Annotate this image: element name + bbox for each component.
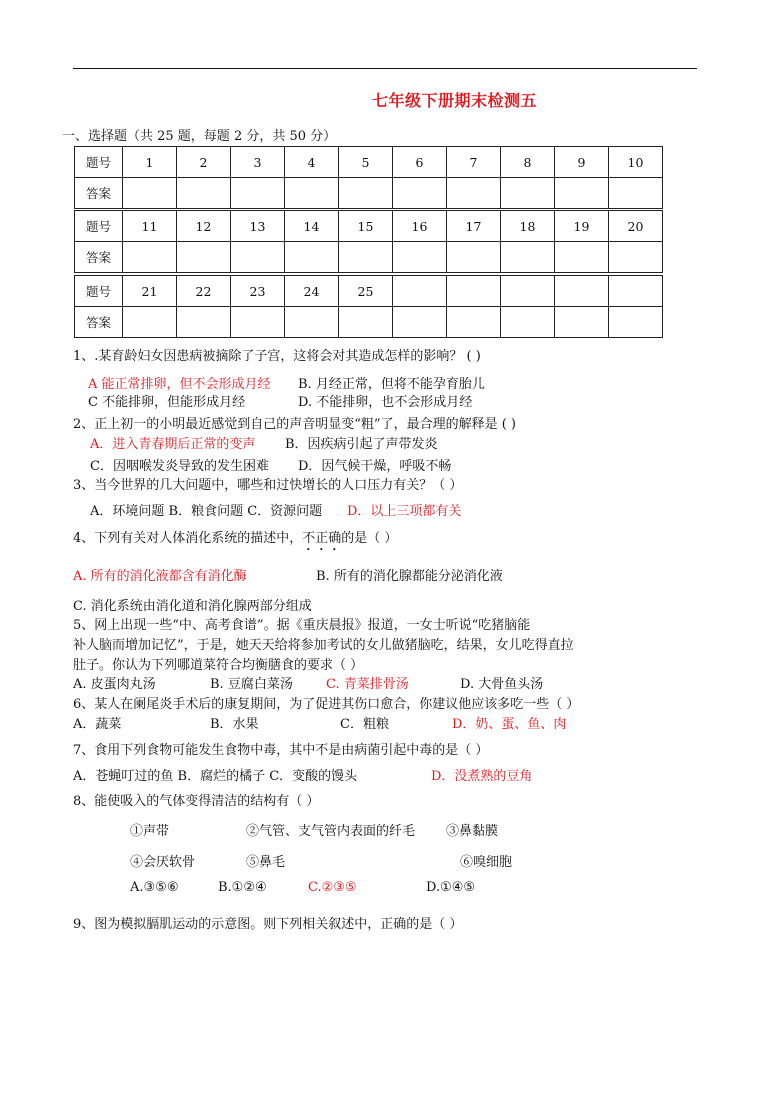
answer-cell[interactable] bbox=[393, 242, 447, 273]
question-8-item-6: ⑥嗅细胞 bbox=[460, 855, 513, 870]
answer-cell[interactable] bbox=[177, 178, 231, 209]
answer-cell[interactable] bbox=[339, 178, 393, 209]
table-row-answers bbox=[75, 307, 663, 338]
question-1-option-c: C 不能排卵，但能形成月经 bbox=[88, 395, 246, 410]
question-4-stem-pre: 4、下列有关对人体消化系统的描述中， bbox=[73, 531, 303, 546]
question-4-stem bbox=[73, 527, 397, 554]
question-2-option-b: B．因疾病引起了声带发炎 bbox=[285, 437, 438, 452]
table-cell: 24 bbox=[285, 276, 339, 307]
question-6-option-b: B．水果 bbox=[210, 717, 259, 732]
question-3-option-d: D．以上三项都有关 bbox=[347, 504, 462, 519]
answer-cell[interactable] bbox=[501, 242, 555, 273]
answer-table-2 bbox=[74, 210, 663, 273]
answer-cell[interactable] bbox=[177, 307, 231, 338]
question-5-option-a: A. 皮蛋肉丸汤 bbox=[73, 677, 156, 692]
question-8-item-1: ①声带 bbox=[130, 824, 170, 839]
question-1-option-b: B. 月经正常，但将不能孕育胎儿 bbox=[298, 377, 485, 392]
answer-cell[interactable] bbox=[393, 178, 447, 209]
question-8-option-b: B.①②④ bbox=[218, 880, 267, 895]
answer-cell[interactable] bbox=[285, 242, 339, 273]
table-cell: 19 bbox=[555, 211, 609, 242]
question-1-stem: 1、.某育龄妇女因患病被摘除了子宫，这将会对其造成怎样的影响？ ( ) bbox=[73, 349, 481, 364]
question-2-stem: 2、正上初一的小明最近感觉到自己的声音明显变“粗”了，最合理的解释是 ( ) bbox=[73, 417, 516, 432]
answer-cell[interactable] bbox=[177, 242, 231, 273]
question-7-options: A．苍蝇叮过的鱼 B．腐烂的橘子 C．变酸的馒头 bbox=[73, 769, 358, 784]
question-6-option-a: A．蔬菜 bbox=[73, 717, 122, 732]
table-cell: 13 bbox=[231, 211, 285, 242]
table-cell: 23 bbox=[231, 276, 285, 307]
question-6-stem: 6、某人在阑尾炎手术后的康复期间，为了促进其伤口愈合，你建议他应该多吃一些（ ） bbox=[73, 697, 580, 712]
table-cell: 5 bbox=[339, 147, 393, 178]
question-6-option-d: D．奶、蛋、鱼、肉 bbox=[452, 717, 567, 732]
question-9-stem: 9、图为模拟膈肌运动的示意图。则下列相关叙述中，正确的是（ ） bbox=[73, 917, 463, 932]
question-4-stem-post: 的是（ ） bbox=[341, 531, 398, 546]
table-row-label: 题号 bbox=[75, 276, 123, 307]
table-row-label: 答案 bbox=[75, 178, 123, 209]
table-cell: 15 bbox=[339, 211, 393, 242]
question-5-option-d: D. 大骨鱼头汤 bbox=[460, 677, 544, 692]
answer-cell[interactable] bbox=[339, 307, 393, 338]
table-row-answers bbox=[75, 242, 663, 273]
answer-cell[interactable] bbox=[501, 307, 555, 338]
answer-cell[interactable] bbox=[609, 307, 663, 338]
table-row-question-numbers bbox=[75, 211, 663, 242]
question-8-item-3: ③鼻黏膜 bbox=[446, 824, 499, 839]
answer-table-3 bbox=[74, 275, 663, 338]
question-5-line-1: 5、网上出现一些“中、高考食谱”。据《重庆晨报》报道，一女士听说“吃猪脑能 bbox=[73, 618, 531, 633]
question-3-options: A．环境问题 B．粮食问题 C．资源问题 bbox=[90, 504, 323, 519]
table-row-question-numbers bbox=[75, 147, 663, 178]
answer-cell[interactable] bbox=[609, 178, 663, 209]
question-4-option-b: B. 所有的消化腺都能分泌消化液 bbox=[316, 569, 503, 584]
question-7-stem: 7、食用下列食物可能发生食物中毒，其中不是由病菌引起中毒的是（ ） bbox=[73, 743, 489, 758]
table-cell bbox=[555, 276, 609, 307]
table-row-label: 答案 bbox=[75, 242, 123, 273]
answer-cell[interactable] bbox=[501, 178, 555, 209]
question-8-option-d: D.①④⑤ bbox=[426, 880, 476, 895]
question-5-option-c: C. 青菜排骨汤 bbox=[326, 677, 409, 692]
question-4-option-a: A. 所有的消化液都含有消化酶 bbox=[73, 569, 247, 584]
answer-table-1 bbox=[74, 146, 663, 209]
table-cell bbox=[501, 276, 555, 307]
table-row-question-numbers bbox=[75, 276, 663, 307]
answer-cell[interactable] bbox=[231, 242, 285, 273]
table-cell: 8 bbox=[501, 147, 555, 178]
answer-cell[interactable] bbox=[285, 307, 339, 338]
answer-cell[interactable] bbox=[555, 307, 609, 338]
table-cell: 3 bbox=[231, 147, 285, 178]
question-5-line-2: 补人脑而增加记忆”，于是，她天天给将参加考试的女儿做猪脑吃，结果，女儿吃得直拉 bbox=[73, 638, 574, 653]
question-8-item-2: ②气管、支气管内表面的纤毛 bbox=[246, 824, 416, 839]
question-8-stem: 8、能使吸入的气体变得清洁的结构有（ ） bbox=[73, 794, 320, 809]
answer-cell[interactable] bbox=[123, 242, 177, 273]
table-cell: 22 bbox=[177, 276, 231, 307]
answer-cell[interactable] bbox=[609, 242, 663, 273]
table-cell: 18 bbox=[501, 211, 555, 242]
question-8-item-4: ④会厌软骨 bbox=[130, 855, 196, 870]
question-1-option-d: D. 不能排卵，也不会形成月经 bbox=[298, 395, 473, 410]
question-2-option-c: C．因咽喉发炎导致的发生困难 bbox=[90, 459, 269, 474]
table-cell: 6 bbox=[393, 147, 447, 178]
question-2-option-a: A．进入青春期后正常的变声 bbox=[90, 437, 256, 452]
table-cell: 21 bbox=[123, 276, 177, 307]
question-8-option-a: A.③⑤⑥ bbox=[130, 880, 179, 895]
answer-cell[interactable] bbox=[231, 178, 285, 209]
answer-cell[interactable] bbox=[393, 307, 447, 338]
question-4-emphasis: 不正确 bbox=[302, 531, 342, 546]
table-cell bbox=[393, 276, 447, 307]
header-rule bbox=[73, 68, 697, 69]
question-3-stem: 3、当今世界的几大问题中，哪些和过快增长的人口压力有关？（ ） bbox=[73, 478, 463, 493]
answer-cell[interactable] bbox=[447, 307, 501, 338]
table-cell: 17 bbox=[447, 211, 501, 242]
page-title: 七年级下册期末检测五 bbox=[372, 91, 538, 110]
table-cell: 1 bbox=[123, 147, 177, 178]
table-row-answers bbox=[75, 178, 663, 209]
question-6-option-c: C．粗粮 bbox=[340, 717, 389, 732]
table-cell: 14 bbox=[285, 211, 339, 242]
table-row-label: 答案 bbox=[75, 307, 123, 338]
answer-cell[interactable] bbox=[555, 242, 609, 273]
table-cell: 11 bbox=[123, 211, 177, 242]
question-8-item-5: ⑤鼻毛 bbox=[246, 855, 286, 870]
question-2-option-d: D．因气候干燥，呼吸不畅 bbox=[298, 459, 452, 474]
table-cell: 2 bbox=[177, 147, 231, 178]
answer-cell[interactable] bbox=[555, 178, 609, 209]
table-cell: 20 bbox=[609, 211, 663, 242]
answer-cell[interactable] bbox=[447, 242, 501, 273]
table-cell: 9 bbox=[555, 147, 609, 178]
answer-cell[interactable] bbox=[123, 307, 177, 338]
table-cell bbox=[447, 276, 501, 307]
table-cell: 12 bbox=[177, 211, 231, 242]
answer-cell[interactable] bbox=[123, 178, 177, 209]
section-heading: 一、选择题（共 25 题，每题 2 分，共 50 分） bbox=[62, 129, 337, 144]
question-5-option-b: B. 豆腐白菜汤 bbox=[210, 677, 293, 692]
answer-cell[interactable] bbox=[447, 178, 501, 209]
question-5-line-3: 肚子。你认为下列哪道菜符合均衡膳食的要求（ ） bbox=[73, 658, 364, 673]
table-cell bbox=[609, 276, 663, 307]
table-cell: 16 bbox=[393, 211, 447, 242]
question-8-option-c: C.②③⑤ bbox=[308, 880, 357, 895]
table-row-label: 题号 bbox=[75, 147, 123, 178]
answer-cell[interactable] bbox=[231, 307, 285, 338]
question-4-option-c: C. 消化系统由消化道和消化腺两部分组成 bbox=[73, 599, 312, 614]
answer-cell[interactable] bbox=[339, 242, 393, 273]
table-cell: 25 bbox=[339, 276, 393, 307]
question-1-option-a: A 能正常排卵，但不会形成月经 bbox=[88, 377, 271, 392]
table-cell: 4 bbox=[285, 147, 339, 178]
table-cell: 10 bbox=[609, 147, 663, 178]
table-row-label: 题号 bbox=[75, 211, 123, 242]
answer-cell[interactable] bbox=[285, 178, 339, 209]
question-7-option-d: D．没煮熟的豆角 bbox=[431, 769, 533, 784]
table-cell: 7 bbox=[447, 147, 501, 178]
